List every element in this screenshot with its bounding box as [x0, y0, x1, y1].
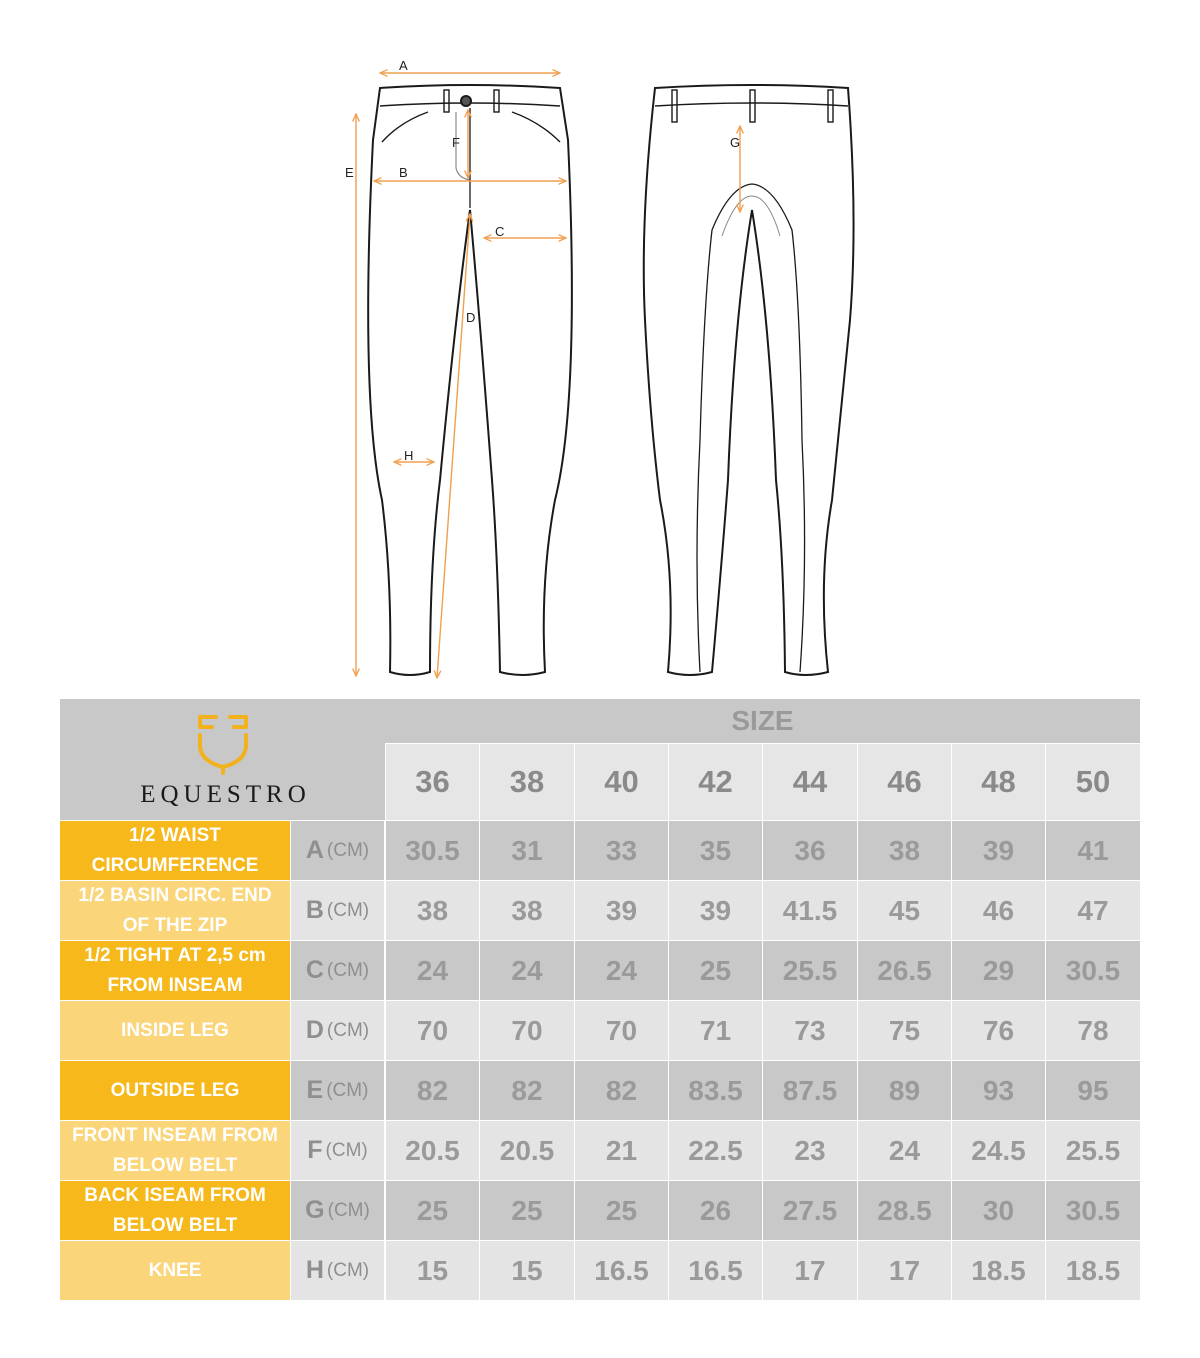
- measurement-value: 89: [858, 1061, 951, 1120]
- measurement-code-letter: E: [306, 1076, 324, 1104]
- measurement-value: 17: [763, 1241, 857, 1300]
- measurement-value: 38: [386, 881, 479, 940]
- measurement-value: 15: [386, 1241, 479, 1300]
- measurement-value: 25.5: [763, 941, 857, 1000]
- measurement-value: 30.5: [1046, 1181, 1140, 1240]
- measurement-value: 25.5: [1046, 1121, 1140, 1180]
- measurement-value: 76: [952, 1001, 1045, 1060]
- measurement-value: 26: [669, 1181, 762, 1240]
- measurement-value: 25: [575, 1181, 668, 1240]
- size-column-header: 46: [858, 744, 951, 820]
- measurement-code: [291, 1121, 384, 1180]
- measurement-value: 82: [480, 1061, 574, 1120]
- measurement-value: 22.5: [669, 1121, 762, 1180]
- measurement-label: OUTSIDE LEG: [60, 1061, 290, 1120]
- measurement-code: [291, 821, 384, 880]
- measurement-value: 46: [952, 881, 1045, 940]
- measurement-value: 18.5: [952, 1241, 1045, 1300]
- measurement-value: 20.5: [386, 1121, 479, 1180]
- size-title: SIZE: [385, 699, 1140, 743]
- measurement-code: [291, 1241, 384, 1300]
- measurement-value: 15: [480, 1241, 574, 1300]
- measurement-code-letter: D: [305, 1016, 324, 1044]
- measurement-code: [291, 1001, 384, 1060]
- brand-name: EQUESTRO: [140, 780, 311, 808]
- measurement-value: 21: [575, 1121, 668, 1180]
- measurement-code: [291, 1181, 384, 1240]
- marker-e: E: [345, 165, 354, 180]
- measurement-unit: (CM): [326, 1079, 369, 1101]
- measurement-code: [291, 1061, 384, 1120]
- back-view-drawing: [644, 85, 854, 675]
- marker-a: A: [399, 58, 408, 73]
- measurement-code-letter: H: [305, 1256, 324, 1284]
- measurement-value: 33: [575, 821, 668, 880]
- size-column-header: 42: [669, 744, 762, 820]
- measurement-value: 29: [952, 941, 1045, 1000]
- marker-h: H: [404, 448, 414, 463]
- measurement-value: 82: [575, 1061, 668, 1120]
- measurement-value: 83.5: [669, 1061, 762, 1120]
- measurement-value: 41: [1046, 821, 1140, 880]
- measurement-unit: (CM): [326, 899, 370, 921]
- measurement-value: 26.5: [858, 941, 951, 1000]
- measure-line-d: [437, 214, 470, 678]
- measurement-value: 45: [858, 881, 951, 940]
- measurement-code: [291, 941, 384, 1000]
- measurement-value: 24.5: [952, 1121, 1045, 1180]
- measurement-value: 70: [386, 1001, 479, 1060]
- measurement-value: 47: [1046, 881, 1140, 940]
- measurement-value: 23: [763, 1121, 857, 1180]
- measurement-value: 75: [858, 1001, 951, 1060]
- measurement-label: 1/2 BASIN CIRC. END OF THE ZIP: [60, 881, 290, 940]
- measurement-value: 20.5: [480, 1121, 574, 1180]
- measurement-value: 93: [952, 1061, 1045, 1120]
- measurement-value: 38: [858, 821, 951, 880]
- measurement-code-letter: B: [305, 896, 324, 924]
- measurement-value: 71: [669, 1001, 762, 1060]
- measurement-guides: [356, 73, 740, 678]
- measurement-code-letter: A: [305, 836, 324, 864]
- marker-b: B: [399, 165, 408, 180]
- measurement-unit: (CM): [326, 959, 370, 981]
- measurement-code-letter: F: [307, 1136, 323, 1164]
- measurement-value: 38: [480, 881, 574, 940]
- measurement-value: 35: [669, 821, 762, 880]
- measurement-value: 39: [575, 881, 668, 940]
- measurement-value: 25: [386, 1181, 479, 1240]
- measurement-value: 16.5: [575, 1241, 668, 1300]
- measurement-value: 30.5: [1046, 941, 1140, 1000]
- measurement-label: 1/2 TIGHT AT 2,5 cm FROM INSEAM: [60, 941, 290, 1000]
- measurement-value: 30.5: [386, 821, 479, 880]
- measurement-value: 24: [858, 1121, 951, 1180]
- equestro-shield-icon: [196, 711, 250, 775]
- measurement-value: 39: [669, 881, 762, 940]
- marker-d: D: [466, 310, 476, 325]
- measurement-value: 70: [480, 1001, 574, 1060]
- measurement-code: [291, 881, 384, 940]
- brand-logo-cell: [60, 699, 385, 820]
- size-chart-table: [60, 699, 1140, 1299]
- measurement-value: 16.5: [669, 1241, 762, 1300]
- measurement-markers: [345, 58, 740, 463]
- measurement-value: 24: [575, 941, 668, 1000]
- measurement-label: 1/2 WAIST CIRCUMFERENCE: [60, 821, 290, 880]
- measurement-label: KNEE: [60, 1241, 290, 1300]
- measurement-unit: (CM): [326, 1259, 370, 1281]
- size-column-header: 44: [763, 744, 857, 820]
- size-column-header: 36: [386, 744, 479, 820]
- measurement-unit: (CM): [326, 839, 370, 861]
- measurement-value: 73: [763, 1001, 857, 1060]
- measurement-value: 27.5: [763, 1181, 857, 1240]
- measurement-value: 82: [386, 1061, 479, 1120]
- measurement-label: FRONT INSEAM FROM BELOW BELT: [60, 1121, 290, 1180]
- size-column-header: 50: [1046, 744, 1140, 820]
- measurement-value: 87.5: [763, 1061, 857, 1120]
- measurement-value: 24: [386, 941, 479, 1000]
- size-column-header: 40: [575, 744, 668, 820]
- measurement-value: 31: [480, 821, 574, 880]
- measurement-code-letter: G: [305, 1196, 325, 1224]
- measurement-value: 95: [1046, 1061, 1140, 1120]
- marker-c: C: [495, 224, 505, 239]
- measurement-value: 17: [858, 1241, 951, 1300]
- measurement-value: 25: [480, 1181, 574, 1240]
- measurement-unit: (CM): [327, 1199, 370, 1221]
- measurement-value: 36: [763, 821, 857, 880]
- measurement-code-letter: C: [305, 956, 324, 984]
- size-column-header: 48: [952, 744, 1045, 820]
- size-column-header: 38: [480, 744, 574, 820]
- measurement-unit: (CM): [325, 1139, 368, 1161]
- measurement-value: 78: [1046, 1001, 1140, 1060]
- measurement-value: 24: [480, 941, 574, 1000]
- measurement-value: 28.5: [858, 1181, 951, 1240]
- measurement-value: 39: [952, 821, 1045, 880]
- measurement-label: BACK ISEAM FROM BELOW BELT: [60, 1181, 290, 1240]
- measurement-value: 30: [952, 1181, 1045, 1240]
- measurement-unit: (CM): [326, 1019, 370, 1041]
- measurement-value: 41.5: [763, 881, 857, 940]
- marker-g: G: [730, 135, 741, 150]
- marker-f: F: [452, 135, 460, 150]
- measurement-value: 25: [669, 941, 762, 1000]
- measurement-label: INSIDE LEG: [60, 1001, 290, 1060]
- measurement-value: 70: [575, 1001, 668, 1060]
- measurement-value: 18.5: [1046, 1241, 1140, 1300]
